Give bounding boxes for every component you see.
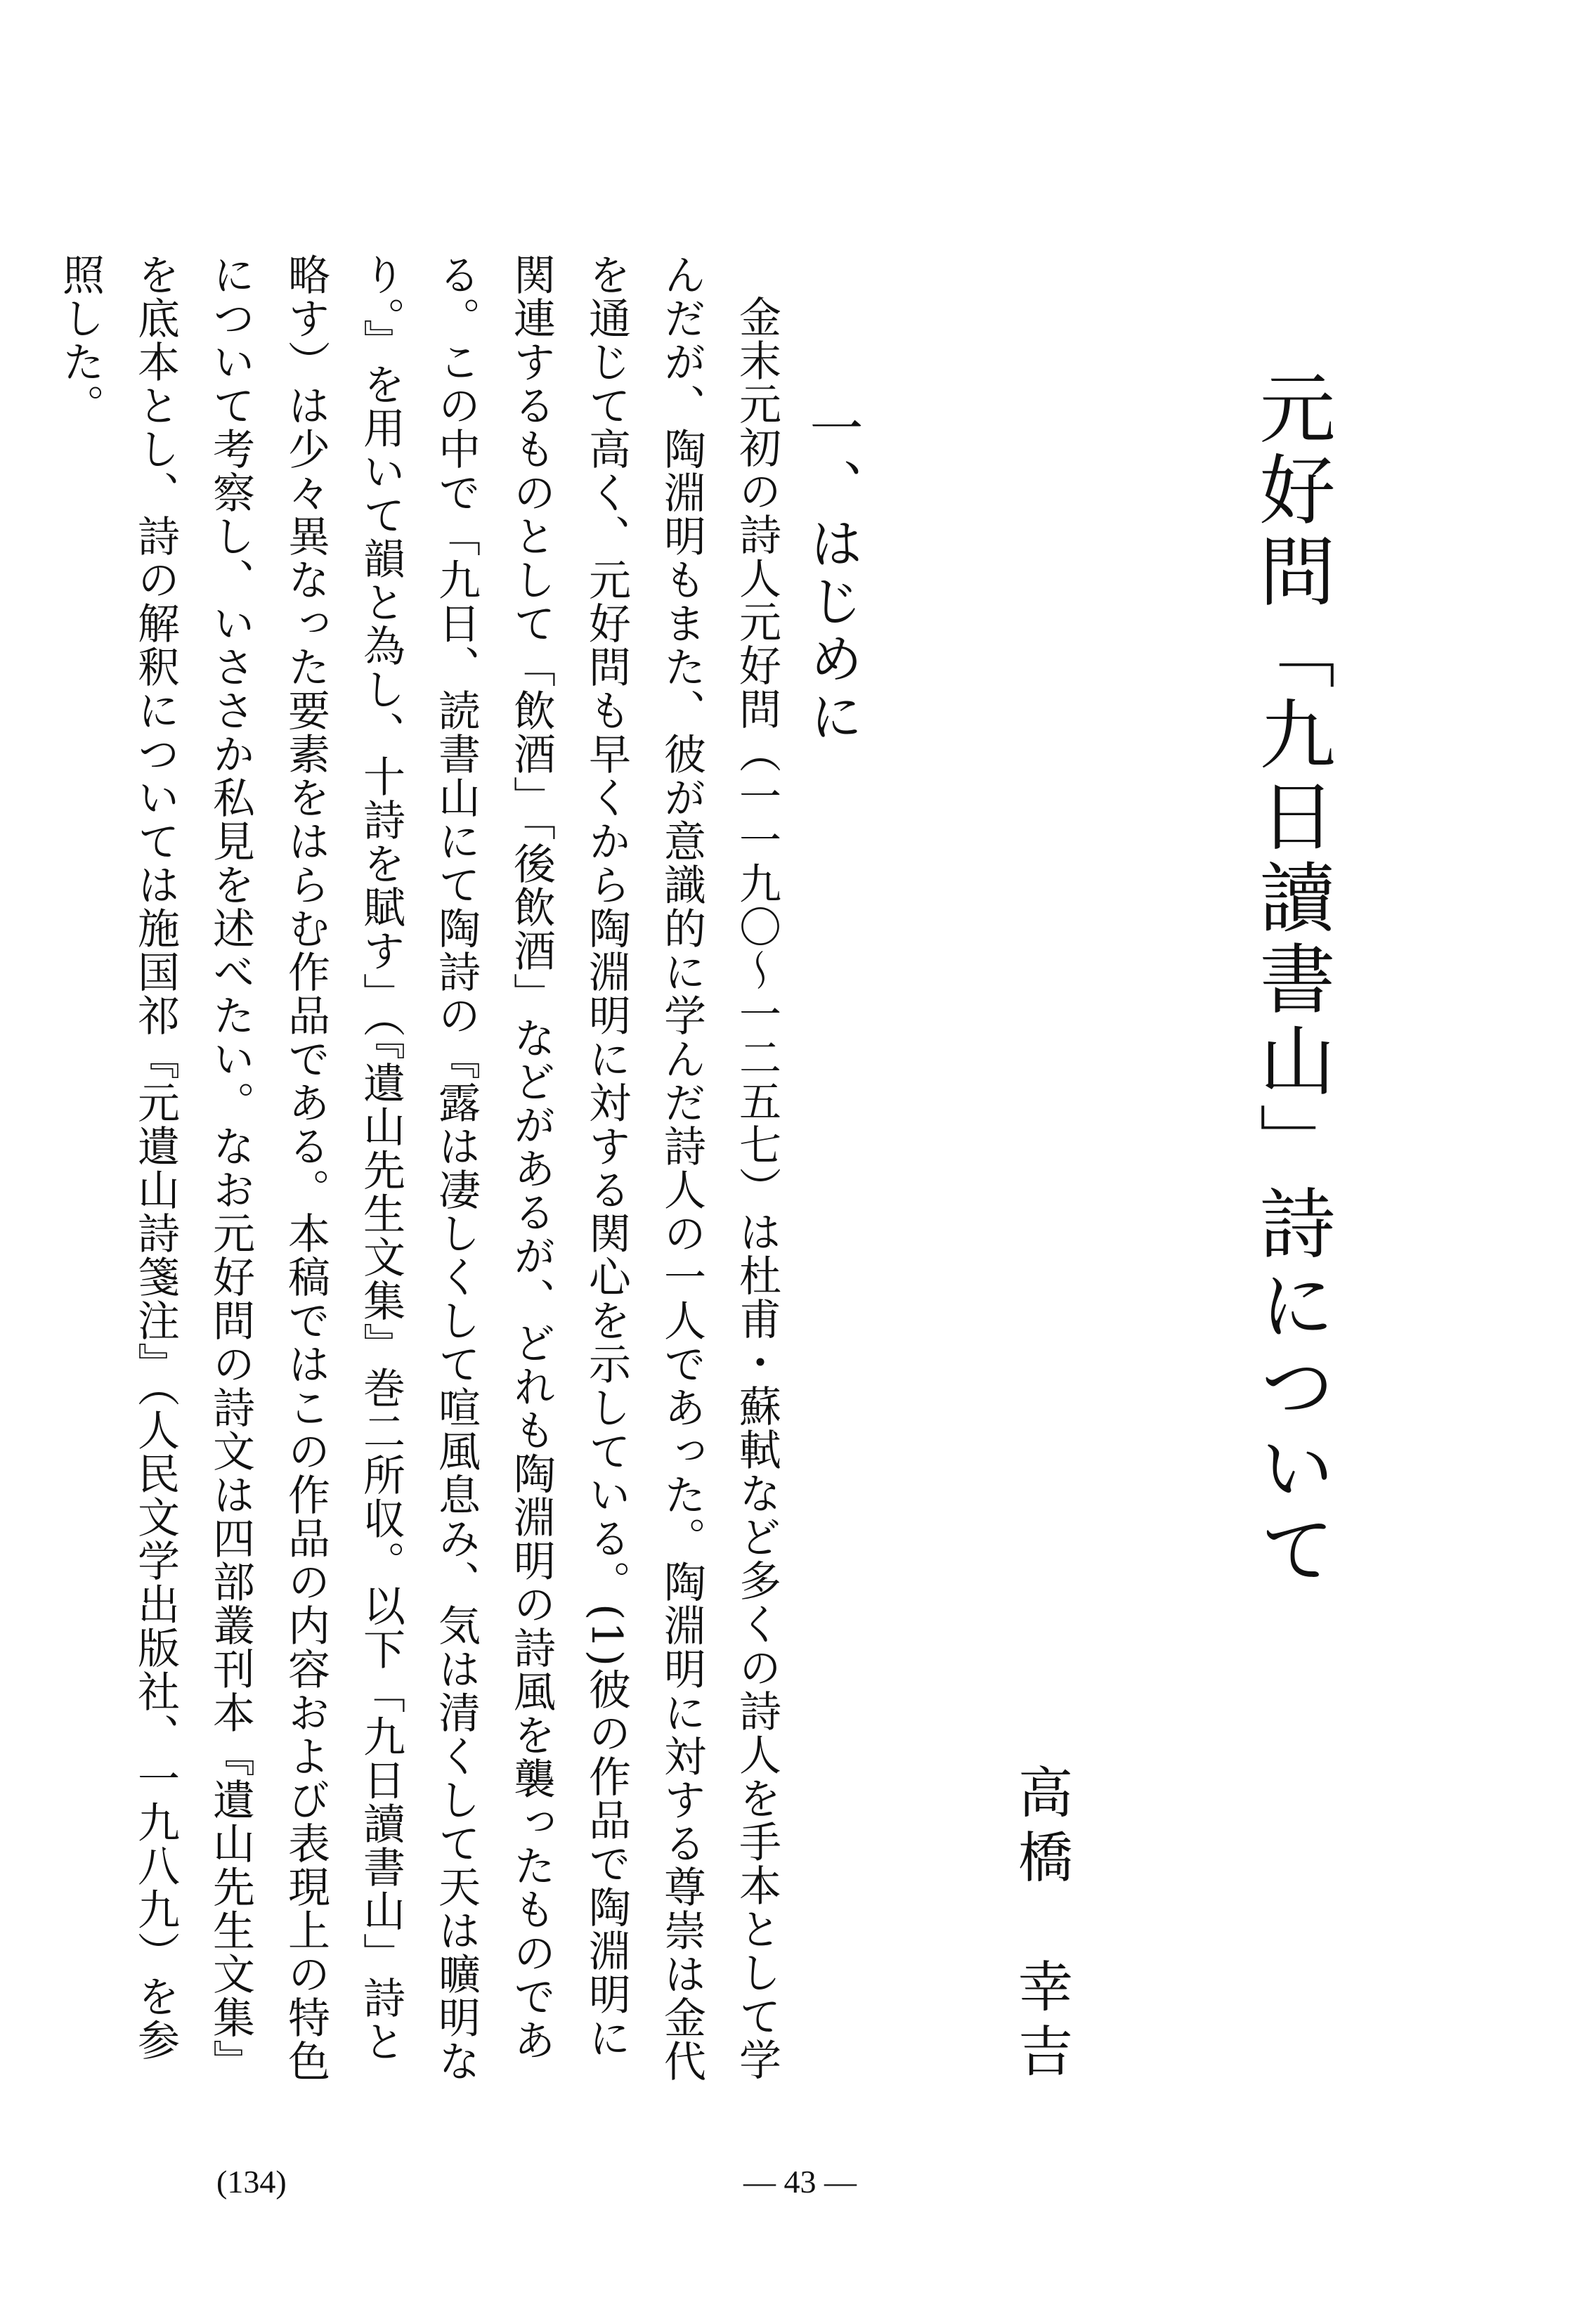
author-name: 高橋 幸吉: [1009, 1764, 1072, 2087]
article-title: 元好問「九日讀書山」詩について: [1247, 369, 1334, 1592]
section-heading: 一、はじめに: [801, 401, 864, 746]
page-number: — 43 —: [743, 2164, 857, 2200]
paragraph: 金末元初の詩人元好問（一一九〇～一二五七）は杜甫・蘇軾など多くの詩人を手本として学んだが、陶淵明もまた、彼が意識的に学んだ詩人の一人であった。陶淵明に対する尊崇は金代を通じて高く、元好問も早くから陶淵明に対する関心を示している。(1)彼の作品で陶淵明に関連するものとして「飲酒」「後飲酒」などがあるが、どれも陶淵明の詩風を襲ったものである。この中で「九日、読書山にて陶詩の『露は凄しくして喧風息み、気は清くして天は曠明なり。』を用いて韻と為し、十詩を賦す」（『遺山先生文集』巻二所収。以下「九日讀書山」詩と略す）は少々異なった要素をはらむ作品である。本稿ではこの作品の内容および表現上の特色について考察し、いささか私見を述べたい。なお元好問の詩文は四部叢刊本『遺山先生文集』を底本とし、詩の解釈については施国祁『元遺山詩箋注』（人民文学出版社、一九八九）を参照した。: [56, 253, 781, 2083]
body-text: [56, 253, 794, 2101]
footer-original-page: (134): [216, 2164, 287, 2200]
